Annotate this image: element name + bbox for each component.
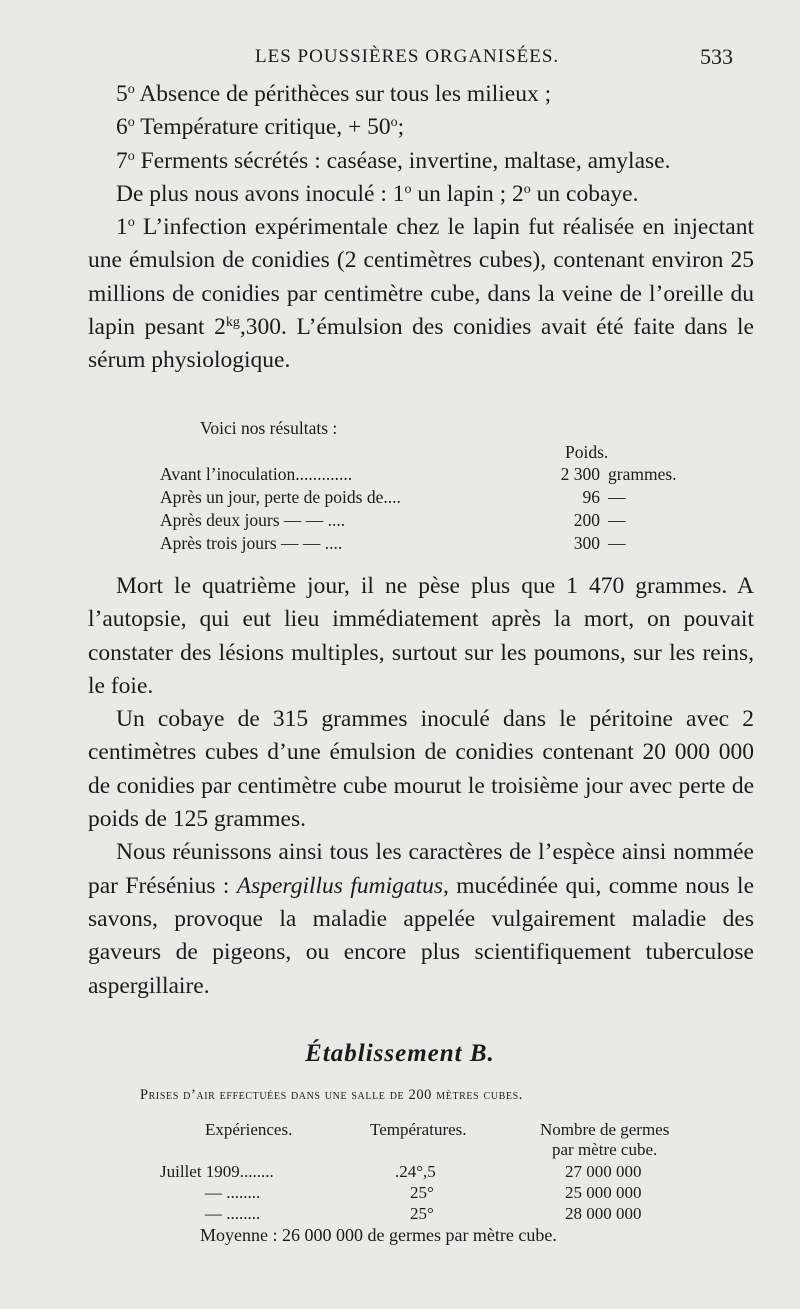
column-header: Températures.	[370, 1120, 467, 1139]
species-name: Aspergillus fumigatus	[236, 872, 444, 899]
page-header	[0, 40, 800, 76]
table-cell: 25°	[410, 1183, 434, 1202]
page-number: 533	[700, 44, 733, 69]
list-item: 5$^o$ Absence de périthèces sur tous les milieux ;	[116, 81, 552, 107]
paragraph-cobaye: Un cobaye de 315 grammes inoculé dans le péritoine avec 2 centimètres cubes d’une émulsion de conidies contenant 20 000 000 de conidies par centimètre cube mourut le troisième jour avec perte de poids de 125 grammes.	[88, 706, 754, 833]
column-header: Nombre de germes	[540, 1120, 670, 1139]
table-row: Après un jour, perte de poids de.... 96 —	[160, 487, 626, 507]
results-intro: Voici nos résultats :	[200, 418, 338, 438]
table-caption: Prises d’air effectuées dans une salle de 200 mètres cubes.	[140, 1087, 523, 1103]
paragraph-conclusion: Nous réunissons ainsi tous les caractères de l’espèce ainsi nommée par Frésénius : Aspergillus fumigatus, mucédinée qui, comme nous le savons, provoque la maladie appelée vulgairement maladie des gaveurs de pigeons, ou encore plus scientifiquement tuberculose aspergillaire.	[88, 839, 754, 999]
main-text	[88, 78, 754, 378]
table-cell: 25°	[410, 1204, 434, 1223]
table-row: Après trois jours — — .... 300 —	[160, 533, 626, 553]
main-text-continued	[88, 570, 754, 1003]
table-row: Avant l’inoculation............. 2 300 grammes.	[160, 464, 677, 484]
table-cell: .24°,5	[395, 1162, 436, 1181]
table-cell: — ........	[205, 1204, 261, 1223]
paragraph-infection: 1$^o$ L’infection expérimentale chez le lapin fut réalisée en injectant une émulsion de conidies (2 centimètres cubes), contenant environ 25 millions de conidies par centimètre cube, dans la veine de l’oreille du lapin pesant $2^{kg},300$. L’émulsion des conidies avait été faite dans le sérum physiologique.	[88, 214, 754, 374]
running-title: LES POUSSIÈRES ORGANISÉES.	[255, 46, 560, 67]
section-title: Établissement B.	[305, 1040, 495, 1067]
weight-column-header: Poids.	[565, 442, 609, 462]
column-header: par mètre cube.	[552, 1140, 658, 1159]
table-row: Après deux jours — — .... 200 —	[160, 510, 626, 530]
table-cell: 25 000 000	[565, 1183, 642, 1202]
column-header: Expériences.	[205, 1120, 293, 1139]
list-item: 6$^o$ Température critique, + $50^o$;	[116, 114, 405, 141]
paragraph-death: Mort le quatrième jour, il ne pèse plus que 1 470 grammes. A l’autopsie, qui eut lieu immédiatement après la mort, on pouvait constater des lésions multiples, surtout sur les poumons, sur les reins, le foie.	[88, 573, 754, 699]
table-cell: — ........	[205, 1183, 261, 1202]
table-cell: 27 000 000	[565, 1162, 642, 1181]
table-cell: Juillet 1909........	[160, 1162, 274, 1181]
table-cell: 28 000 000	[565, 1204, 642, 1223]
average-line: Moyenne : 26 000 000 de germes par mètre cube.	[200, 1225, 557, 1245]
list-item: 7$^o$ Ferments sécrétés : caséase, invertine, maltase, amylase.	[116, 147, 671, 174]
paragraph-inoculation: De plus nous avons inoculé : 1$^o$ un lapin ; 2$^o$ un cobaye.	[116, 180, 639, 207]
